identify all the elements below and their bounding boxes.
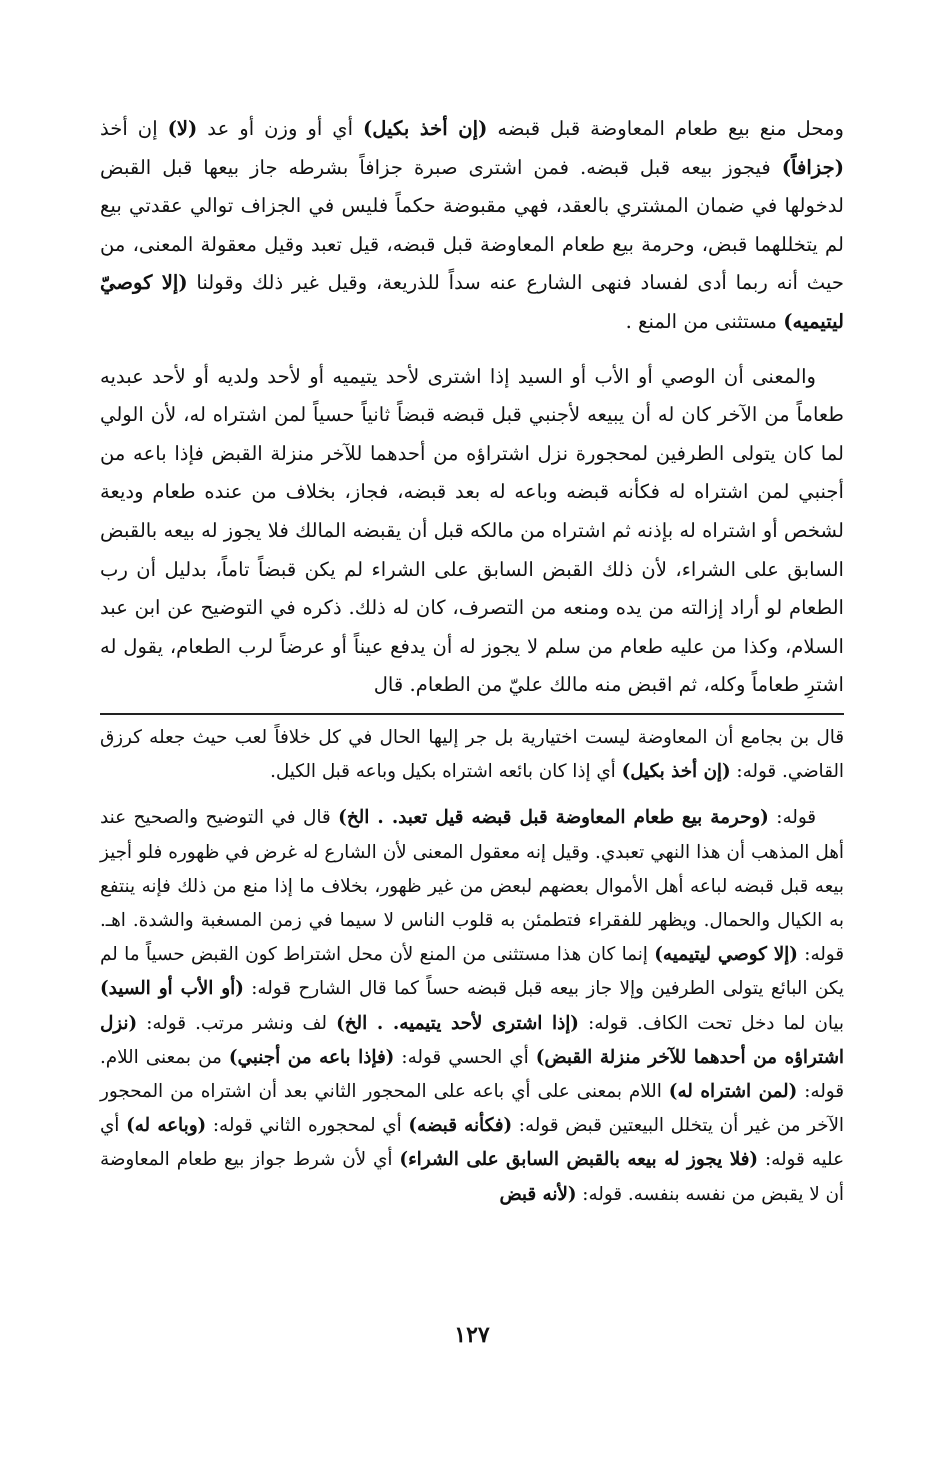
bold-quote: (فلا يجوز له بيعه بالقبض السابق على الشراء) bbox=[399, 1149, 759, 1171]
text-run: أي لمحجوره الثاني قوله: bbox=[206, 1115, 409, 1137]
bold-quote: (نزل اشتراؤه من أحدهما للآخر منزلة القبض) bbox=[100, 1012, 844, 1068]
text-run: فيجوز بيعه قبل قبضه. فمن اشترى صبرة جزافاً بشرطه جاز بيعها قبل القبض لدخولها في ضمان المشتري بالعقد، فهي مقبوضة حكماً فليس في الجزاف توالي عقدتي بيع لم يتخللهما قبض، وحرمة بيع طعام المعاوضة قبل قبضه، قيل تعبد وقيل معقولة المعنى، من حيث أنه ربما أدى لفساد فنهى الشارع عنه سداً للذريعة، وقيل غير ذلك وقولنا bbox=[100, 155, 844, 295]
text-run: أي أو وزن أو عد bbox=[197, 117, 363, 140]
bold-quote: (أو الأب أو السيد) bbox=[100, 978, 244, 1000]
text-run: قوله: bbox=[768, 807, 816, 829]
bold-quote: (جزافاً) bbox=[781, 155, 844, 179]
text-run: إن أخذ bbox=[100, 117, 168, 140]
bold-quote: (إن أخذ بكيل) bbox=[363, 117, 488, 140]
footnote-paragraph-1 bbox=[100, 721, 844, 789]
text-run: أي الحسي قوله: bbox=[394, 1046, 536, 1068]
bold-quote: (فكأنه قبضه) bbox=[408, 1115, 513, 1137]
bold-quote: (لا) bbox=[167, 117, 198, 140]
bold-quote: (إلا كوصيّ ليتيميه) bbox=[100, 271, 844, 333]
bold-quote: (إلا كوصي ليتيميه) bbox=[654, 944, 798, 966]
bold-quote: (إن أخذ بكيل) bbox=[621, 761, 731, 783]
text-run: من بمعنى اللام. قوله: bbox=[100, 1046, 844, 1102]
text-run: والمعنى أن الوصي أو الأب أو السيد إذا اشترى لأحد يتيميه أو لأحد ولديه أو لأحد عبديه طعاماً من الآخر كان له أن يبيعه لأجنبي قبل قبضه قبضاً ثانياً حسياً لمن اشتراه له، لأن الولي لما كان يتولى الطرفين لمحجورة نزل اشتراؤه من أحدهما للآخر منزلة القبض فإذا باعه من أجنبي لمن اشتراه له فكأنه قبضه وباعه له بعد قبضه، فجاز، بخلاف من عنده طعام وديعة لشخص أو اشتراه له بإذنه ثم اشتراه من مالكه قبل أن يقبضه المالك فلا يجوز له بيعه بالقبض السابق على الشراء، لأن ذلك القبض السابق على الشراء لم يكن قبضاً تاماً، بدليل أن رب الطعام لو أراد إزالته من يده ومنعه من التصرف، كان له ذلك. ذكره في التوضيح عن ابن عبد السلام، وكذا من عليه طعام من سلم لا يجوز له أن يدفع عيناً أو عرضاً لرب الطعام، يقول له اشترِ طعاماً وكله، ثم اقبض منه مالك عليّ من الطعام. قال bbox=[100, 364, 844, 697]
footnote-paragraph-2 bbox=[100, 801, 844, 1211]
text-run: اللام بمعنى على أي باعه على المحجور الثاني بعد أن اشتراه من المحجور الآخر من غير أن يتخلل البيعتين قبض قوله: bbox=[100, 1080, 844, 1137]
text-run: إنما كان هذا مستثنى من المنع لأن محل اشتراط كون القبض حسياً ما لم يكن البائع يتولى الطرفين وإلا جاز بيعه قبل قبضه حساً كما قال الشارح قوله: bbox=[100, 944, 844, 1000]
main-paragraph-1 bbox=[100, 110, 844, 342]
text-run: أي لأن شرط جواز بيع طعام المعاوضة أن لا يقبض من نفسه بنفسه. قوله: bbox=[100, 1149, 844, 1205]
bold-quote: (إذا اشترى لأحد يتيميه. . الخ) bbox=[336, 1012, 579, 1034]
page-content bbox=[100, 110, 844, 1212]
text-run: قال في التوضيح والصحيح عند أهل المذهب أن هذا النهي تعبدي. وقيل إنه معقول المعنى لأن الشارع له غرض في ظهوره فلو أجيز بيعه قبل قبضه لباعه أهل الأموال بعضهم لبعض من غير ظهور، بخلاف ما إذا منع من ذلك فإنه ينتفع به الكيال والحمال. ويظهر للفقراء فتطمئن به قلوب الناس لا سيما في زمن المسغبة والشدة. اهـ. قوله: bbox=[100, 807, 844, 966]
text-run: لف ونشر مرتب. قوله: bbox=[137, 1012, 337, 1034]
text-run: مستثنى من المنع . bbox=[625, 309, 784, 333]
text-run: قال بن بجامع أن المعاوضة ليست اختيارية بل جر إليها الحال في كل خلافاً لعب حيث جعله كرزق القاضي. قوله: bbox=[100, 726, 844, 783]
text-run: أي إذا كان بائعه اشتراه بكيل وباعه قبل الكيل. bbox=[270, 761, 622, 783]
text-run: ومحل منع بيع طعام المعاوضة قبل قبضه bbox=[487, 117, 844, 140]
bold-quote: (وباعه له) bbox=[126, 1115, 207, 1137]
page-number: ١٢٧ bbox=[454, 1322, 490, 1348]
bold-quote: (فإذا باعه من أجنبي) bbox=[228, 1046, 395, 1068]
footnote-separator bbox=[100, 713, 844, 715]
bold-quote: (لأنه قبض bbox=[499, 1183, 577, 1205]
text-run: أي عليه قوله: bbox=[100, 1115, 844, 1171]
text-run: بيان لما دخل تحت الكاف. قوله: bbox=[578, 1012, 845, 1034]
bold-quote: (وحرمة بيع طعام المعاوضة قبل قبضه قيل تعبد. . الخ) bbox=[338, 807, 769, 829]
bold-quote: (لمن اشتراه له) bbox=[668, 1080, 798, 1102]
main-paragraph-2 bbox=[100, 358, 844, 705]
